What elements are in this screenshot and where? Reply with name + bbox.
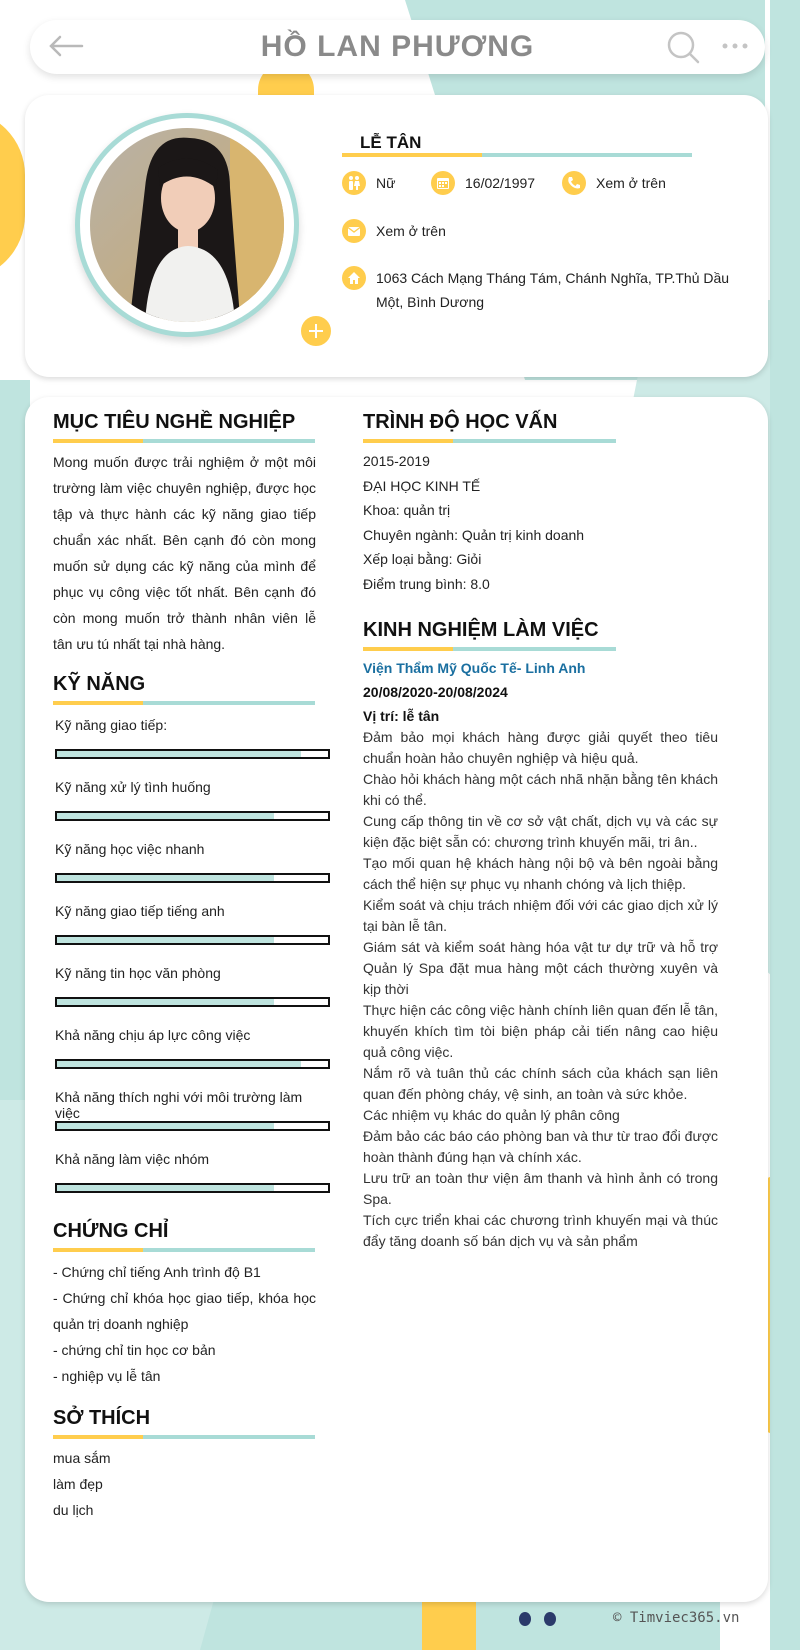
skill-progress-fill — [57, 1061, 301, 1067]
phone-row — [562, 171, 666, 195]
education-item: Điểm trung bình: 8.0 — [363, 575, 490, 592]
skill-progress-fill — [57, 937, 274, 943]
skill-label: Khả năng thích nghi với môi trường làm việc — [55, 1089, 303, 1121]
skill-progress-bar — [55, 997, 330, 1007]
skill-progress-fill — [57, 999, 274, 1005]
skill-progress-bar — [55, 811, 330, 821]
skill-row — [55, 1151, 330, 1173]
skills-underline — [53, 701, 315, 705]
email-icon — [342, 219, 366, 243]
duty-item: Lưu trữ an toàn thư viện âm thanh và hình ảnh có trong Spa. — [363, 1170, 718, 1207]
avatar[interactable] — [90, 128, 284, 322]
education-title: TRÌNH ĐỘ HỌC VẤN — [363, 411, 558, 433]
skill-row — [55, 1089, 330, 1121]
email-row — [342, 219, 446, 243]
skill-row — [55, 1027, 330, 1049]
experience-title: KINH NGHIỆM LÀM VIỆC — [363, 619, 599, 641]
job-title-underline — [342, 153, 692, 157]
skill-progress-bar — [55, 873, 330, 883]
skill-row — [55, 965, 330, 987]
birthday-row — [431, 171, 535, 195]
add-photo-button[interactable] — [298, 313, 334, 349]
email-value: Xem ở trên — [376, 223, 446, 239]
duty-item: Tích cực triển khai các chương trình khuyến mại và thúc đẩy tăng doanh số bán dịch vụ và sản phẩm — [363, 1212, 718, 1249]
decor-dot — [544, 1612, 556, 1626]
duty-item: Giám sát và kiểm soát hàng hóa vật tư dự trữ và hỗ trợ Quản lý Spa đặt mua hàng một cách thường xuyên và kịp thời — [363, 939, 718, 997]
education-item: 2015-2019 — [363, 453, 430, 469]
skill-label: Khả năng chịu áp lực công việc — [55, 1027, 251, 1043]
certificates-list — [53, 1259, 316, 1389]
duty-item: Nắm rõ và tuân thủ các chính sách của khách sạn liên quan đến phòng cháy, vệ sinh, an toàn và sức khỏe. — [363, 1065, 718, 1102]
skill-label: Kỹ năng học việc nhanh — [55, 841, 205, 857]
gender-value: Nữ — [376, 175, 396, 191]
skill-progress-bar — [55, 1059, 330, 1069]
education-item: Xếp loại bằng: Giỏi — [363, 551, 482, 567]
certificates-underline — [53, 1248, 315, 1252]
skill-progress-fill — [57, 1185, 274, 1191]
certificate-item: - Chứng chỉ tiếng Anh trình độ B1 — [53, 1264, 261, 1280]
skill-progress-fill — [57, 875, 274, 881]
avatar-frame — [75, 113, 299, 337]
job-position: Vị trí: lễ tân — [363, 708, 440, 724]
skill-label: Kỹ năng xử lý tình huống — [55, 779, 211, 795]
education-underline — [363, 439, 616, 443]
decor-dot — [519, 1612, 531, 1626]
address-row — [342, 266, 742, 314]
phone-value: Xem ở trên — [596, 175, 666, 191]
hobbies-underline — [53, 1435, 315, 1439]
skill-progress-bar — [55, 749, 330, 759]
duty-item: Đảm bảo mọi khách hàng được giải quyết theo tiêu chuẩn hoàn hảo chuyên nghiệp và hiệu quả. — [363, 729, 718, 766]
hobbies-list — [53, 1445, 111, 1523]
duty-item: Thực hiện các công việc hành chính liên quan đến lễ tân, khuyến khích tìm tòi biện pháp cải tiến nâng cao hiệu quả công việc. — [363, 1002, 718, 1060]
company-name[interactable]: Viện Thẩm Mỹ Quốc Tế- Linh Anh — [363, 660, 586, 676]
birthday-value: 16/02/1997 — [465, 175, 536, 191]
education-item: Chuyên ngành: Quản trị kinh doanh — [363, 526, 585, 543]
skill-label: Kỹ năng giao tiếp tiếng anh — [55, 903, 225, 919]
hobby-item: làm đẹp — [53, 1476, 103, 1492]
hobby-item: mua sắm — [53, 1450, 111, 1466]
profile-card — [25, 95, 768, 377]
skill-progress-bar — [55, 1183, 330, 1193]
duty-item: Tạo mối quan hệ khách hàng nội bộ và bên ngoài bằng cách thể hiện sự phục vụ nhanh chóng và lịch thiệp. — [363, 855, 718, 892]
objective-text: Mong muốn được trải nghiệm ở một môi trường làm việc chuyên nghiệp, được học tập và thực hành các kỹ năng giao tiếp chuẩn xác nhất. Bên cạnh đó còn mong muốn sử dụng các kỹ năng của mình để phục vụ công việc tốt nhất. Bên cạnh đó còn mong muốn trở thành nhân viên lễ tân ưu tú nhất tại nhà hàng. — [53, 454, 316, 652]
duty-item: Chào hỏi khách hàng một cách nhã nhặn bằng tên khách khi có thể. — [363, 771, 718, 808]
skill-label: Khả năng làm việc nhóm — [55, 1151, 210, 1167]
search-icon[interactable] — [666, 30, 700, 64]
calendar-icon — [431, 171, 455, 195]
gender-row — [342, 171, 395, 195]
objective-title: MỤC TIÊU NGHỀ NGHIỆP — [53, 411, 296, 433]
skill-label: Kỹ năng giao tiếp: — [55, 717, 168, 733]
certificate-item: - nghiệp vụ lễ tân — [53, 1368, 161, 1384]
job-title: LỄ TÂN — [360, 133, 422, 152]
experience-underline — [363, 647, 616, 651]
skill-row — [55, 841, 330, 863]
home-icon — [342, 266, 366, 290]
duty-item: Các nhiệm vụ khác do quản lý phân công — [363, 1107, 620, 1123]
page-title: HỒ LAN PHƯƠNG — [260, 30, 535, 63]
phone-icon — [562, 171, 586, 195]
gender-icon — [342, 171, 366, 195]
education-item: ĐẠI HỌC KINH TẾ — [363, 477, 481, 494]
duty-item: Cung cấp thông tin về cơ sở vật chất, dịch vụ và các sự kiện đặc biệt sẵn có: chương trình khuyến mãi, tri ân.. — [363, 813, 718, 850]
skill-progress-bar — [55, 935, 330, 945]
duty-item: Kiểm soát và chịu trách nhiệm đối với các giao dịch xử lý tại bàn lễ tân. — [363, 897, 718, 934]
hobby-item: du lịch — [53, 1502, 94, 1518]
skill-label: Kỹ năng tin học văn phòng — [55, 965, 221, 981]
address-value: 1063 Cách Mạng Tháng Tám, Chánh Nghĩa, TP.Thủ Dầu Một, Bình Dương — [376, 270, 730, 310]
education-item: Khoa: quản trị — [363, 502, 451, 518]
skill-row — [55, 903, 330, 925]
skill-row — [55, 717, 330, 739]
hobbies-title: SỞ THÍCH — [53, 1407, 151, 1429]
main-card — [25, 397, 768, 1602]
education-list — [363, 449, 584, 596]
skill-progress-fill — [57, 813, 274, 819]
skill-progress-fill — [57, 1123, 274, 1129]
skill-row — [55, 779, 330, 801]
certificate-item: - chứng chỉ tin học cơ bản — [53, 1342, 216, 1358]
top-bar — [30, 20, 765, 74]
objective-underline — [53, 439, 315, 443]
skills-title: KỸ NĂNG — [53, 673, 146, 695]
certificate-item: - Chứng chỉ khóa học giao tiếp, khóa học quản trị doanh nghiệp — [53, 1290, 316, 1332]
skill-progress-bar — [55, 1121, 330, 1131]
skill-progress-fill — [57, 751, 301, 757]
more-options-icon[interactable] — [720, 40, 750, 52]
certificates-title: CHỨNG CHỈ — [53, 1220, 169, 1242]
watermark: © Timviec365.vn — [613, 1610, 740, 1626]
duty-item: Đảm bảo các báo cáo phòng ban và thư từ trao đổi được hoàn thành đúng hạn và chính xác. — [363, 1128, 718, 1165]
duties-list — [363, 727, 718, 1252]
employment-dates: 20/08/2020-20/08/2024 — [363, 684, 508, 700]
